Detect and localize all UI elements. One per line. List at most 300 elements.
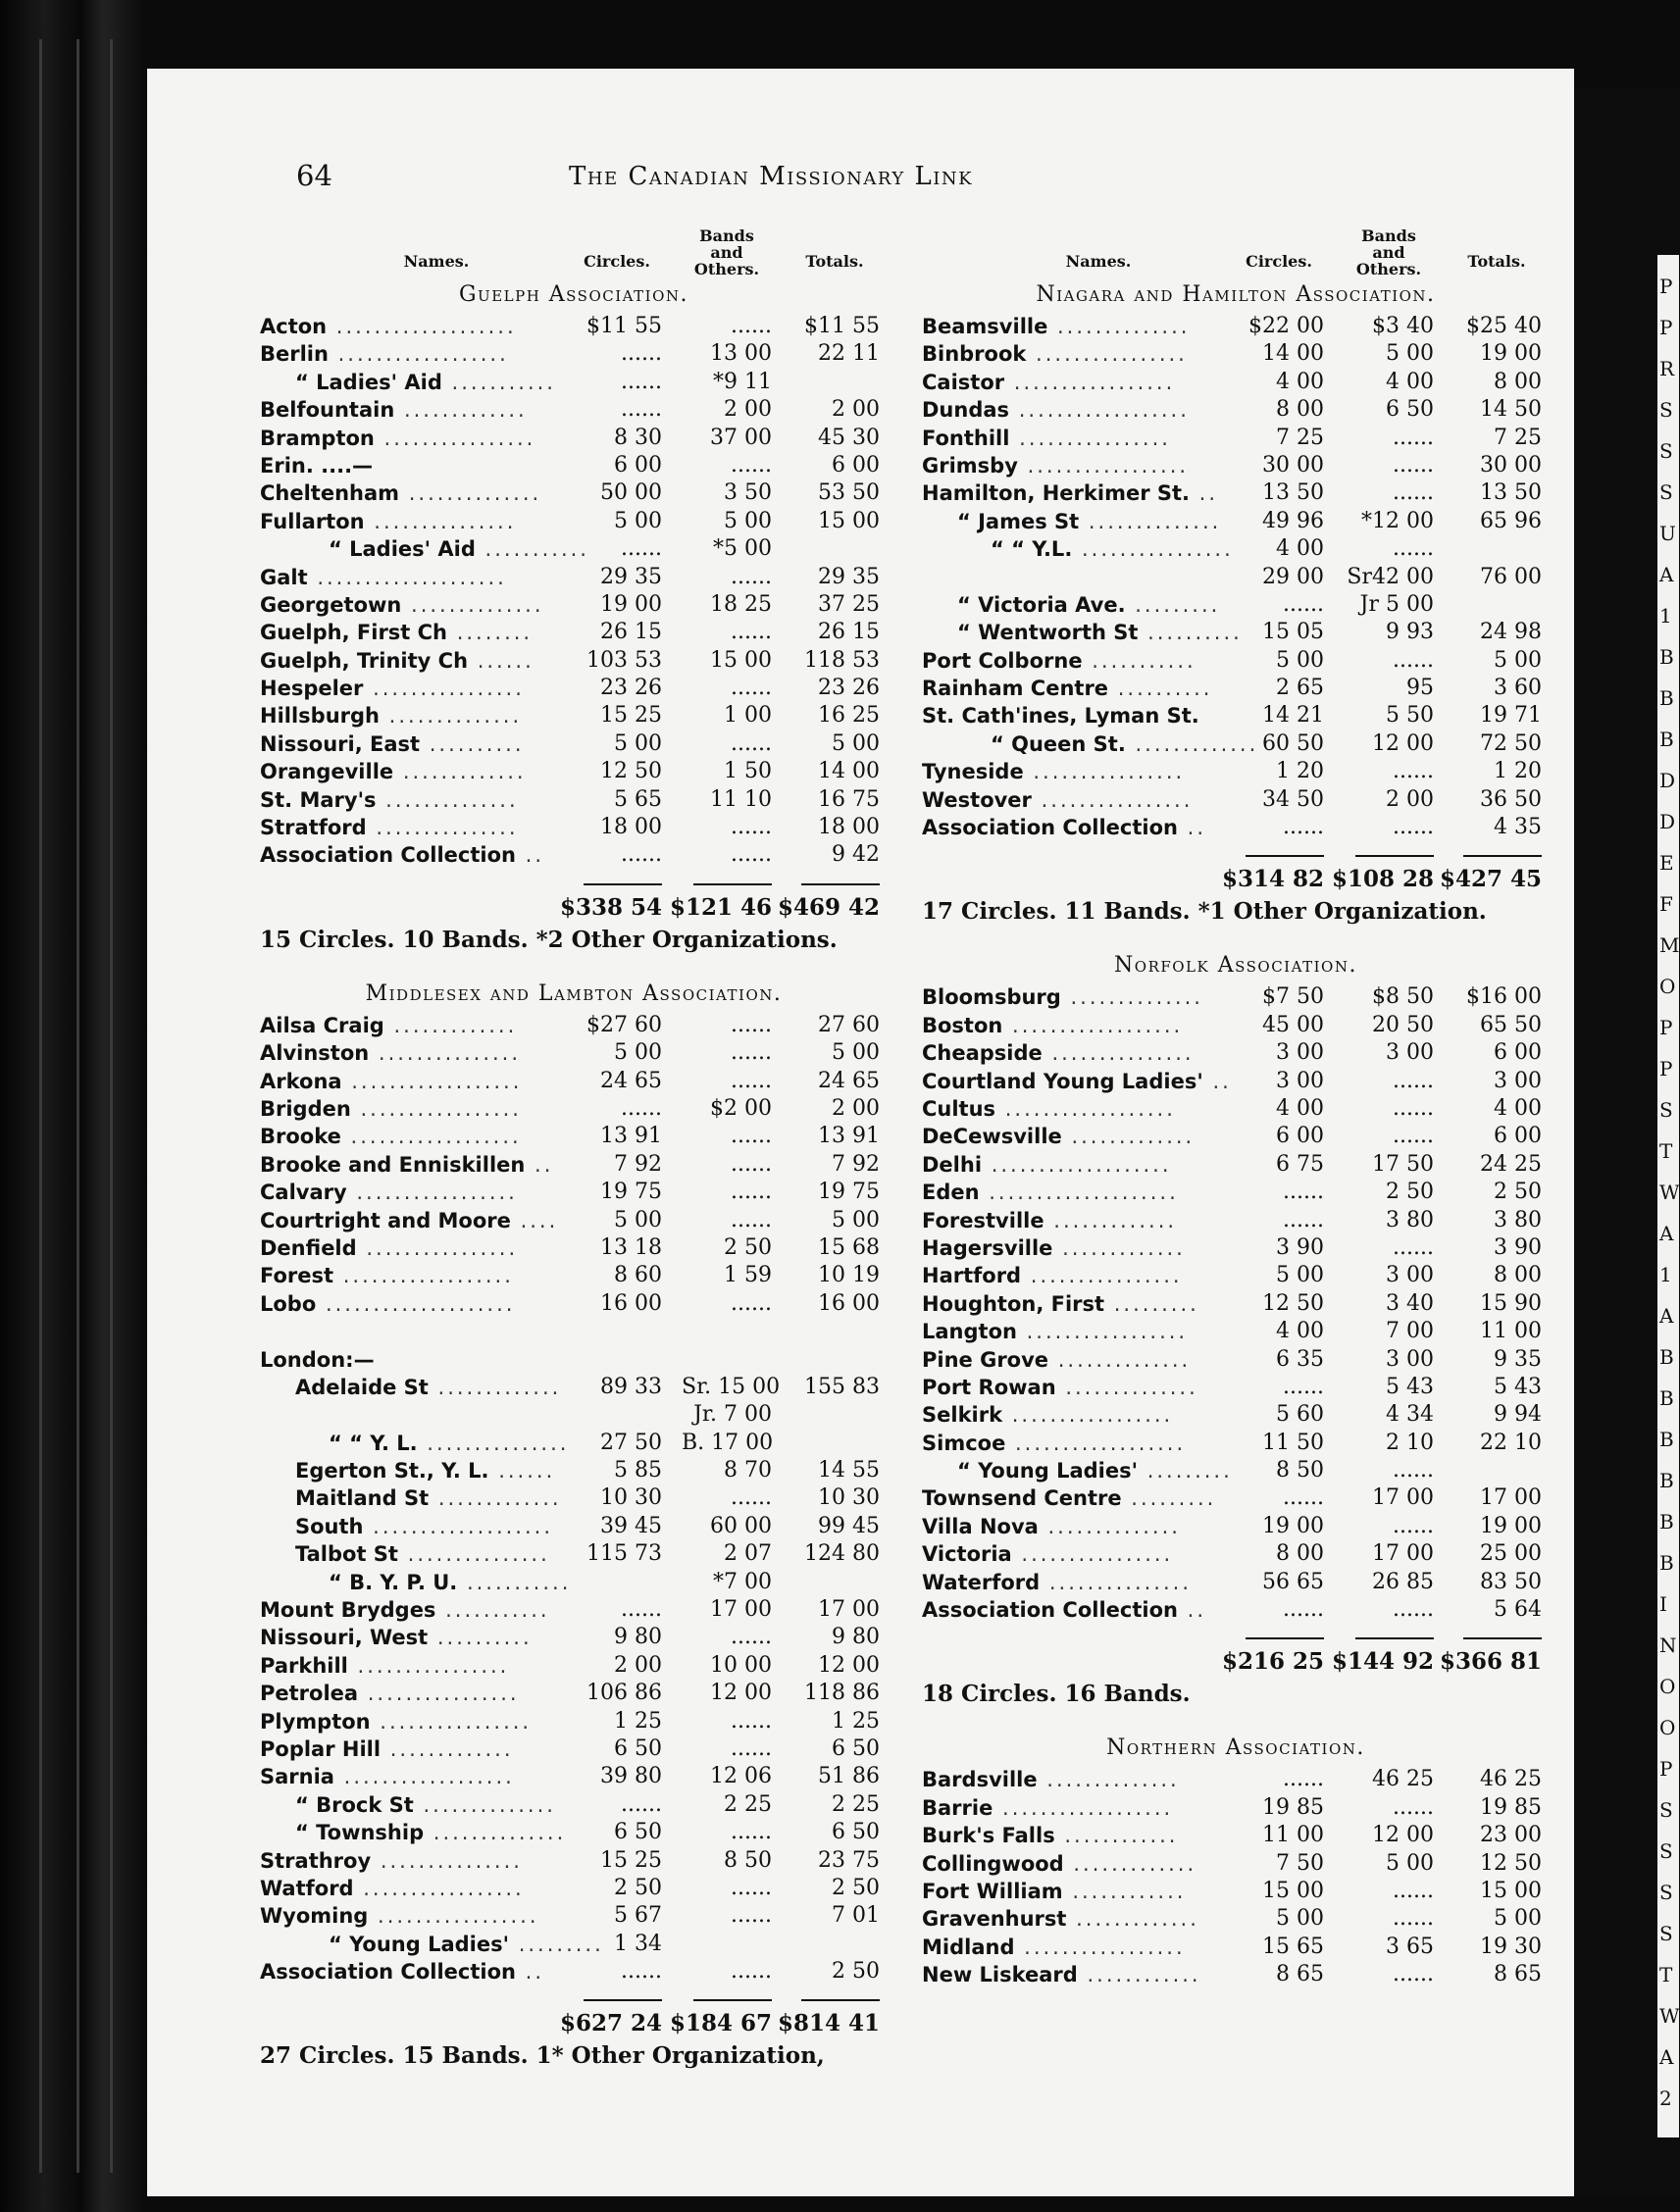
table-row	[260, 1290, 888, 1318]
column-header-circles: Circles.	[1246, 252, 1312, 271]
entry-name-text: Cultus	[922, 1096, 996, 1121]
total-value: 17 00	[1480, 1485, 1542, 1511]
column-header-names: Names.	[403, 252, 470, 271]
entry-name-text: Poplar Hill	[260, 1736, 382, 1761]
entry-name	[922, 702, 1236, 729]
entry-name	[922, 1596, 1236, 1624]
circles-value: ......	[1283, 1207, 1324, 1232]
circles-value: 6 00	[1276, 1124, 1324, 1149]
entry-name-text: Association Collection	[922, 1598, 1178, 1623]
total-value: 14 55	[818, 1458, 880, 1483]
entry-name	[922, 313, 1236, 340]
circles-value: 3 00	[1276, 1040, 1324, 1066]
total-value: 45 30	[818, 425, 880, 450]
leader-dots: ..........	[1138, 621, 1243, 645]
circles-value: 2 00	[614, 1652, 662, 1678]
entry-name	[922, 1905, 1236, 1933]
leader-dots: ..	[1177, 816, 1206, 840]
section-gap	[922, 1989, 1550, 2003]
table-row	[260, 1095, 888, 1123]
entry-name	[922, 619, 1243, 646]
table-row	[922, 1961, 1550, 1988]
circles-value: 27 50	[600, 1430, 662, 1455]
document-page	[147, 69, 1574, 2196]
circles-value: 8 00	[1276, 1541, 1324, 1567]
total-value: 36 50	[1480, 786, 1542, 812]
table-row	[260, 1819, 888, 1846]
circles-value: 16 00	[600, 1290, 662, 1316]
table-row	[922, 369, 1550, 396]
entry-name	[922, 730, 1259, 758]
entry-name-text: Guelph, First Ch	[260, 621, 448, 645]
leader-dots: ..............	[380, 704, 523, 729]
circles-value: 6 35	[1276, 1346, 1324, 1372]
leader-dots: ..............	[413, 1792, 556, 1817]
table-row	[260, 508, 888, 535]
entry-name	[922, 1457, 1236, 1484]
entry-name-text: New Liskeard	[922, 1963, 1078, 1987]
circles-value: 19 75	[600, 1180, 662, 1205]
edge-letter: 1	[1659, 1263, 1672, 1286]
entry-name-text: Strathroy	[260, 1848, 372, 1873]
entry-name-text: “ Victoria Ave.	[957, 592, 1126, 617]
table-row	[922, 1430, 1550, 1457]
edge-letter: A	[1659, 563, 1674, 586]
entry-name-text: Tyneside	[922, 760, 1024, 784]
circles-value: 50 00	[600, 480, 662, 506]
edge-letter: S	[1659, 480, 1673, 504]
circles-value: 3 00	[1276, 1068, 1324, 1093]
edge-letter: D	[1659, 769, 1676, 792]
total-value: 99 45	[818, 1513, 880, 1538]
bands-value: 26 85	[1372, 1569, 1434, 1594]
bands-value: 17 00	[1372, 1485, 1434, 1511]
edge-letter: R	[1659, 357, 1675, 380]
entry-name-text: “ “ Y.L.	[991, 537, 1073, 562]
entry-name	[260, 1346, 574, 1374]
entry-name-text: Rainham Centre	[922, 677, 1109, 701]
bands-value: ......	[1393, 815, 1434, 840]
circles-value: 56 65	[1262, 1569, 1324, 1594]
leader-dots: ..........	[428, 1626, 533, 1650]
leader-dots: ................	[1072, 537, 1234, 562]
table-row	[260, 1569, 888, 1596]
entry-name-text: Westover	[922, 787, 1032, 812]
edge-letter: A	[1659, 1222, 1674, 1245]
leader-dots: ..............	[1079, 509, 1222, 533]
circles-value: 45 00	[1262, 1012, 1324, 1037]
total-value: 51 86	[818, 1764, 880, 1789]
leader-dots: .................	[350, 1096, 522, 1121]
circles-value: $22 00	[1248, 314, 1324, 338]
bands-value: 2 25	[724, 1791, 772, 1817]
circles-value: ......	[1283, 1767, 1324, 1792]
edge-letter: S	[1659, 1881, 1673, 1904]
table-row	[260, 647, 888, 675]
edge-letter: A	[1659, 2045, 1674, 2069]
entry-name	[922, 1569, 1236, 1596]
circles-value: 115 73	[586, 1541, 662, 1567]
bands-value: 5 00	[1386, 341, 1434, 367]
total-value: 19 00	[1480, 1513, 1542, 1538]
entry-name	[260, 1179, 574, 1206]
leader-dots: ..................	[995, 1096, 1176, 1121]
leader-dots: .................	[353, 1876, 525, 1900]
entry-name	[260, 1596, 574, 1624]
circles-value: 12 50	[600, 759, 662, 784]
bands-value: *12 00	[1361, 508, 1434, 533]
total-value: 27 60	[818, 1012, 880, 1037]
entry-name-text: Orangeville	[260, 760, 394, 784]
bands-value: ......	[731, 842, 772, 868]
entry-name-text: Gravenhurst	[922, 1907, 1067, 1932]
bands-value: ......	[731, 1820, 772, 1845]
edge-letter: N	[1659, 1634, 1677, 1657]
leader-dots: ..............	[401, 592, 544, 617]
table-row	[260, 1151, 888, 1179]
bands-value: $8 50	[1372, 984, 1434, 1010]
circles-value: 13 50	[1262, 480, 1324, 506]
table-row	[922, 1822, 1550, 1849]
entry-name-text: Guelph, Trinity Ch	[260, 648, 469, 673]
entry-name	[260, 1484, 574, 1512]
entry-name-text: St. Cath'ines, Lyman St.	[922, 704, 1199, 729]
table-row	[260, 702, 888, 729]
leader-dots: ...............	[369, 1041, 522, 1066]
bands-value: 3 00	[1386, 1346, 1434, 1372]
table-row	[922, 1179, 1550, 1206]
leader-dots: ..................	[1002, 1013, 1184, 1037]
sum-t: $366 81	[1439, 1648, 1542, 1676]
total-value: 2 50	[1494, 1180, 1542, 1205]
entry-name-text: Cheapside	[922, 1041, 1043, 1066]
entry-name-text: Galt	[260, 565, 308, 589]
bands-value: ......	[1393, 647, 1434, 673]
entry-name	[260, 1262, 574, 1289]
edge-letter: B	[1659, 1345, 1674, 1369]
bands-value: ......	[731, 1040, 772, 1066]
table-row	[922, 564, 1550, 591]
bands-value: ......	[731, 815, 772, 840]
entry-name-text: Calvary	[260, 1181, 347, 1205]
entry-name-text: Denfield	[260, 1235, 357, 1260]
table-row	[260, 1374, 888, 1401]
association-sum	[260, 2007, 888, 2040]
table-row	[922, 1766, 1550, 1793]
circles-value: 5 65	[614, 786, 662, 812]
leader-dots: ............	[1062, 1879, 1187, 1903]
entry-name-text: Nissouri, East	[260, 731, 421, 756]
table-row	[922, 452, 1550, 479]
circles-value: 4 00	[1276, 369, 1324, 394]
leader-dots: ............	[1054, 1824, 1179, 1848]
edge-letter: O	[1659, 975, 1676, 998]
sum-rule	[922, 1624, 1550, 1645]
table-row	[922, 1934, 1550, 1961]
table-row	[260, 1875, 888, 1902]
total-value: 11 00	[1480, 1319, 1542, 1344]
leader-dots: ...............	[417, 1431, 570, 1455]
bands-value: 13 00	[710, 341, 772, 367]
entry-name-text: Fonthill	[922, 426, 1010, 450]
circles-value: 2 50	[614, 1875, 662, 1900]
table-row	[922, 1401, 1550, 1429]
circles-value: $7 50	[1262, 984, 1324, 1010]
table-row	[260, 1791, 888, 1819]
total-value: 16 00	[818, 1290, 880, 1316]
bands-value: 95	[1406, 676, 1434, 701]
entry-name-text: Plympton	[260, 1709, 371, 1734]
total-value: 2 50	[832, 1875, 880, 1900]
bands-value: ......	[731, 676, 772, 701]
entry-name-text: Association Collection	[260, 843, 516, 868]
circles-value: 6 75	[1276, 1151, 1324, 1177]
circles-value: 15 25	[600, 703, 662, 729]
entry-name	[922, 1123, 1236, 1150]
bands-value: ......	[731, 1207, 772, 1232]
entry-name-text: South	[295, 1514, 364, 1538]
entry-name	[260, 730, 574, 758]
leader-dots: ........	[447, 621, 534, 645]
leader-dots: ..............	[1047, 315, 1191, 338]
left-column	[260, 224, 888, 2093]
entry-name-text: Courtright and Moore	[260, 1208, 511, 1232]
bands-value: ......	[1393, 1513, 1434, 1538]
circles-value: 5 67	[614, 1903, 662, 1929]
entry-name	[260, 1151, 574, 1179]
circles-value: 24 65	[600, 1068, 662, 1093]
circles-value: 4 00	[1276, 536, 1324, 562]
bands-value: 3 80	[1386, 1207, 1434, 1232]
bands-value: ......	[731, 620, 772, 645]
bands-value: ......	[731, 1903, 772, 1929]
total-value: 6 50	[832, 1820, 880, 1845]
leader-dots: ................	[370, 1709, 533, 1734]
circles-value: 3 90	[1276, 1234, 1324, 1260]
bands-value: 10 00	[710, 1652, 772, 1678]
entry-name	[922, 396, 1236, 424]
circles-value: 23 26	[600, 676, 662, 701]
total-value: 6 50	[832, 1735, 880, 1761]
circles-value: 29 35	[600, 564, 662, 589]
table-row	[260, 1318, 888, 1345]
edge-letter: A	[1659, 1304, 1674, 1328]
entry-name-text: Forestville	[922, 1208, 1044, 1232]
bands-value: ......	[1393, 1458, 1434, 1483]
table-row	[260, 564, 888, 591]
entry-name	[260, 1763, 574, 1790]
table-row	[260, 841, 888, 869]
sum-rule	[260, 1986, 888, 2007]
entry-name-text: Acton	[260, 315, 328, 338]
bands-value: *9 11	[713, 369, 772, 394]
entry-name	[260, 479, 574, 507]
circles-value: 7 25	[1276, 425, 1324, 450]
entry-name	[922, 340, 1236, 368]
edge-letter: B	[1659, 1510, 1674, 1533]
table-row	[922, 1262, 1550, 1289]
leader-dots: ..	[515, 843, 544, 868]
entry-name-text: Fort William	[922, 1879, 1063, 1903]
entry-name	[260, 758, 574, 785]
leader-dots: ..	[525, 1152, 554, 1177]
bands-value: *5 00	[713, 536, 772, 562]
circles-value: 30 00	[1262, 452, 1324, 478]
leader-dots: .............	[381, 1736, 514, 1761]
table-row	[260, 479, 888, 507]
circles-value: 29 00	[1262, 564, 1324, 589]
bands-value: 3 00	[1386, 1263, 1434, 1288]
circles-value: ......	[621, 536, 662, 562]
circles-value: ......	[1283, 1485, 1324, 1511]
total-value: 9 35	[1494, 1346, 1542, 1372]
bands-value: 4 34	[1386, 1402, 1434, 1428]
total-value: 19 85	[1480, 1794, 1542, 1820]
leader-dots: ................	[1026, 342, 1188, 367]
leader-dots: .................	[1014, 1935, 1186, 1959]
circles-value: 11 00	[1262, 1823, 1324, 1848]
total-value: 16 75	[818, 786, 880, 812]
total-value: 37 25	[818, 591, 880, 617]
column-header-totals: Totals.	[1467, 252, 1526, 271]
bands-value: B. 17 00	[682, 1430, 774, 1455]
association-title: Niagara and Hamilton Association.	[1036, 282, 1436, 307]
entry-name-text: Grimsby	[922, 453, 1018, 478]
entry-name	[922, 1850, 1236, 1878]
entry-name	[260, 1819, 574, 1846]
total-value: 29 35	[818, 564, 880, 589]
entry-name	[260, 841, 574, 869]
table-row	[922, 702, 1550, 729]
total-value: 19 30	[1480, 1934, 1542, 1959]
entry-name	[260, 1123, 574, 1150]
leader-dots: .............	[394, 398, 528, 423]
column-header-totals: Totals.	[805, 252, 864, 271]
leader-dots: ..................	[340, 1125, 522, 1149]
entry-name-text: St. Mary's	[260, 787, 377, 812]
bands-value: 1 59	[724, 1263, 772, 1288]
total-value: $25 40	[1466, 314, 1542, 338]
edge-letter: P	[1659, 1757, 1673, 1781]
entry-name	[922, 1179, 1236, 1206]
leader-dots: ...........	[441, 370, 556, 394]
table-row	[260, 1596, 888, 1624]
bands-value: ......	[1393, 480, 1434, 506]
leader-dots: ...........	[475, 537, 589, 562]
circles-value: 6 50	[614, 1735, 662, 1761]
leader-dots: ..............	[1048, 1347, 1192, 1372]
leader-dots: .........	[1125, 592, 1221, 617]
bands-value: 6 50	[1386, 397, 1434, 423]
entry-name-text: DeCewsville	[922, 1125, 1062, 1149]
bands-value: 20 50	[1372, 1012, 1434, 1037]
total-value: 8 00	[1494, 1263, 1542, 1288]
entry-name	[260, 647, 574, 675]
total-value: 5 43	[1494, 1374, 1542, 1399]
entry-name-text: Houghton, First	[922, 1291, 1105, 1316]
entry-name-text: Selkirk	[922, 1403, 1003, 1428]
entry-name	[260, 1290, 574, 1318]
sum-c: $314 82	[1221, 866, 1324, 893]
table-row	[260, 1958, 888, 1986]
column-header-bands: Bands and Others.	[1355, 226, 1422, 278]
table-row	[922, 983, 1550, 1011]
circles-value: 2 65	[1276, 676, 1324, 701]
entry-name-text: Brampton	[260, 426, 375, 450]
page-header: The Canadian Missionary Link	[569, 162, 974, 191]
leader-dots: ..................	[1009, 398, 1190, 423]
total-value: 25 00	[1480, 1541, 1542, 1567]
entry-name-text: Hartford	[922, 1264, 1022, 1288]
leader-dots: .............	[1066, 1907, 1199, 1932]
leader-dots: ................	[356, 1235, 519, 1260]
circles-value: 106 86	[586, 1681, 662, 1706]
total-value: 5 00	[1494, 1906, 1542, 1932]
entry-name-text: Alvinston	[260, 1041, 370, 1066]
total-value: 15 00	[818, 508, 880, 533]
leader-dots: ......	[488, 1459, 556, 1483]
circles-value: ......	[621, 842, 662, 868]
circles-value: ......	[621, 1095, 662, 1121]
table-row	[922, 1457, 1550, 1484]
table-row	[260, 1931, 888, 1958]
table-row	[922, 1569, 1550, 1596]
column-header-circles: Circles.	[584, 252, 650, 271]
entry-name	[922, 1318, 1236, 1345]
total-value: $16 00	[1466, 984, 1542, 1010]
circles-value: ......	[1283, 591, 1324, 617]
leader-dots: .................	[1004, 370, 1176, 394]
leader-dots: .............	[428, 1375, 562, 1399]
edge-letter: T	[1659, 1963, 1673, 1986]
bands-value: Sr42 00	[1347, 564, 1434, 589]
total-value: 76 00	[1480, 564, 1542, 589]
leader-dots: ...............	[371, 1848, 523, 1873]
table-row	[922, 1123, 1550, 1150]
circles-value: 89 33	[600, 1374, 662, 1399]
total-value: 118 86	[804, 1681, 880, 1706]
total-value: 8 65	[1494, 1962, 1542, 1987]
table-row	[260, 535, 888, 563]
entry-name	[260, 814, 574, 841]
circles-value: 18 00	[600, 815, 662, 840]
bands-value: 2 50	[1386, 1180, 1434, 1205]
table-row	[260, 730, 888, 758]
table-row	[260, 814, 888, 841]
bands-value: 12 06	[710, 1764, 772, 1789]
entry-name	[260, 1875, 574, 1902]
entry-name	[922, 786, 1236, 814]
entry-name-text: Dundas	[922, 398, 1010, 423]
entry-name	[922, 1068, 1236, 1095]
circles-value: 5 00	[614, 1207, 662, 1232]
entry-name-text: Bloomsburg	[922, 985, 1061, 1010]
entry-name	[922, 1207, 1236, 1234]
table-row	[922, 1905, 1550, 1933]
bands-value: 18 25	[710, 591, 772, 617]
association-count: 27 Circles. 15 Bands. 1* Other Organization,	[260, 2042, 825, 2070]
bands-value: 15 00	[710, 647, 772, 673]
table-row	[922, 1850, 1550, 1878]
association-count: 17 Circles. 11 Bands. *1 Other Organization.	[922, 898, 1487, 926]
entry-name-text: “ Wentworth St	[957, 621, 1139, 645]
entry-name-text: Boston	[922, 1013, 1003, 1037]
table-row	[260, 1624, 888, 1651]
edge-letter: B	[1659, 645, 1674, 669]
edge-letter: D	[1659, 810, 1676, 833]
table-row	[260, 425, 888, 452]
table-row	[260, 1012, 888, 1039]
